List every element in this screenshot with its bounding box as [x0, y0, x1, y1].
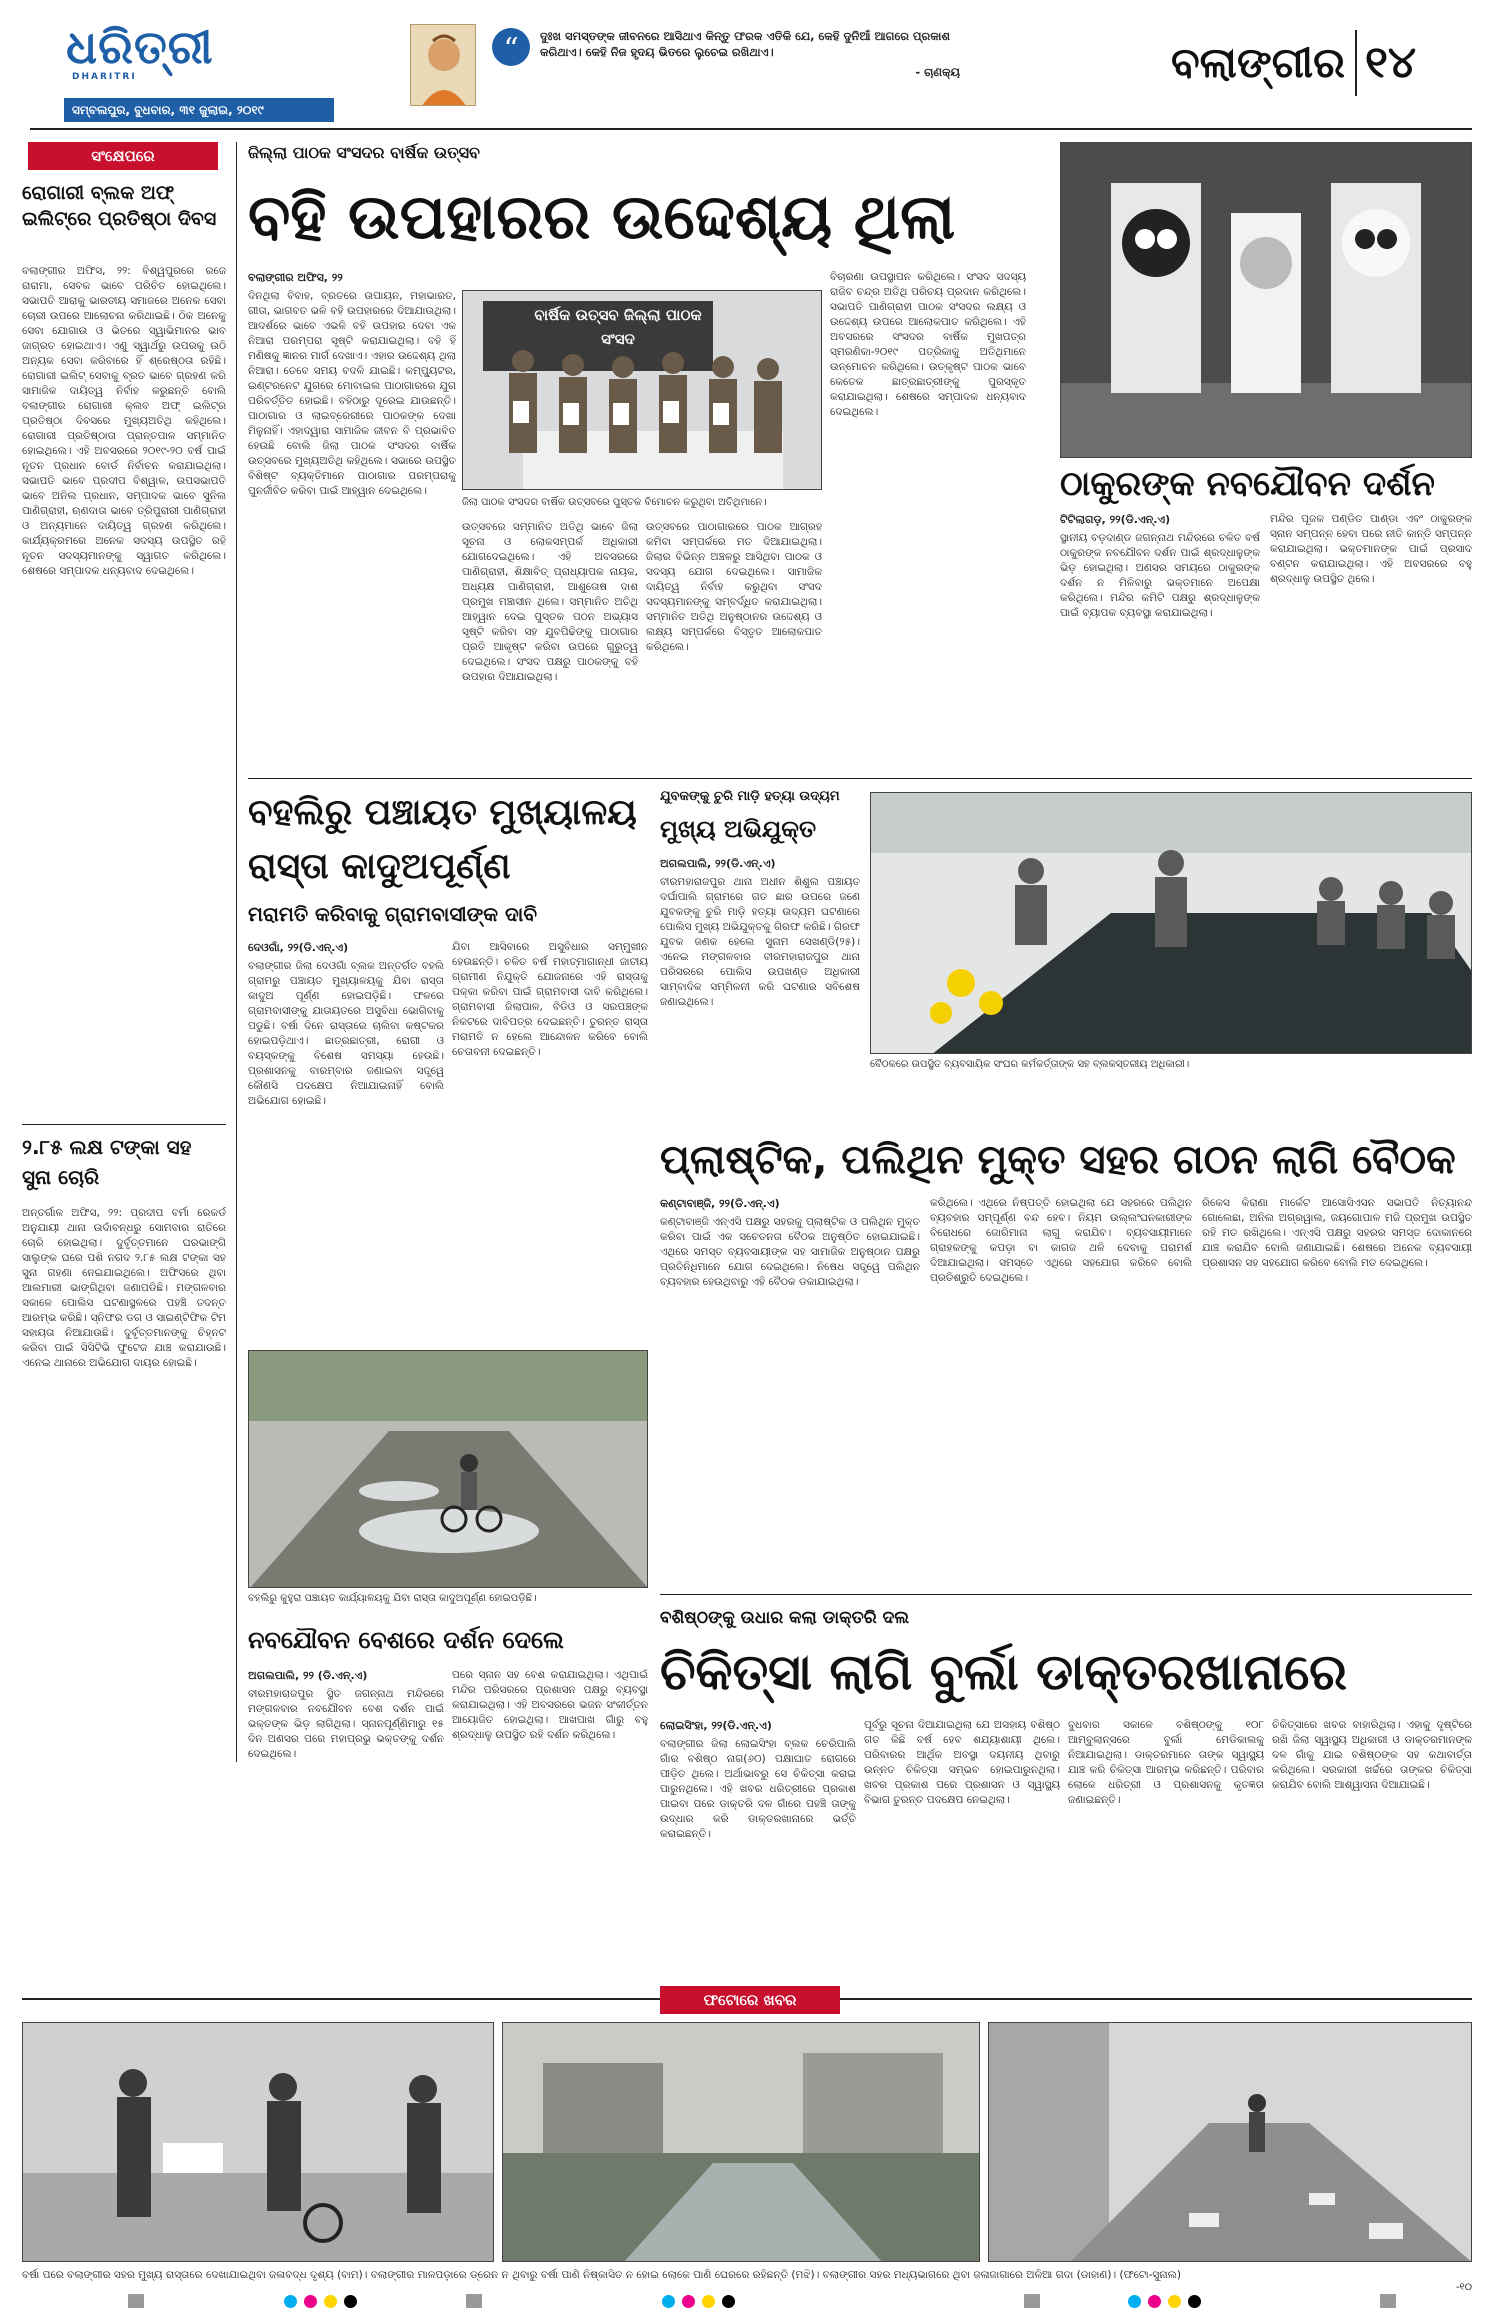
lead-photo-caption: ଜିଲା ପାଠକ ସଂସଦର ବାର୍ଷିକ ଉତ୍ସବରେ ପୁସ୍ତକ ବିମୋଚନ କରୁଥିବା ଅତିଥିମାନେ।: [462, 497, 767, 508]
meeting-photo-caption: ବୈଠକରେ ଉପସ୍ଥିତ ବ୍ୟବସାୟିକ ସଂଘର କର୍ମକର୍ତ୍ତାଙ୍କ ସହ ବ୍ଲକସ୍ତରୀୟ ଅଧିକାରୀ।: [870, 1059, 1190, 1070]
thakur-col-1: [1060, 512, 1260, 770]
hospital-col-2-text: ପୂର୍ବରୁ ସୂଚନା ଦିଆଯାଇଥିଲା ଯେ ଅସହାୟ ବଶିଷ୍ଠ ଗତ କିଛି ବର୍ଷ ହେବ ଶଯ୍ୟାଶାୟୀ ଥିଲେ। ପରିବାରର ଆର୍ଥିକ ଅବସ୍ଥା ଦୟନୀୟ ଥିବାରୁ ଉନ୍ନତ ଚିକିତ୍ସା ସମ୍ଭବ ହୋଇପାରୁନଥିଲା। ଖବର ପ୍ରକାଶ ପରେ ପ୍ରଶାସନ ଓ ସ୍ୱାସ୍ଥ୍ୟ ବିଭାଗ ତୁରନ୍ତ ପଦକ୍ଷେପ ନେଇଥିଲା।: [864, 1719, 1060, 1806]
brief-column-rule: [236, 142, 237, 1762]
dateline-bar: [64, 98, 334, 122]
arrest-byline: ଅଗଲପାଲି, ୨୨(ଡି.ଏନ୍.ଏ): [660, 857, 776, 870]
arrest-col-1-text: ବୀରମହାରାଜପୁର ଥାନା ଅଧୀନ ଶିଶୁଲ ପଞ୍ଚାୟତ ଦର୍ଘାପାଲି ଗ୍ରାମରେ ଗତ ଛାର ଉପରେ ଜଣେ ଯୁବକଙ୍କୁ ଚୁରି ମାଡ଼ି ହତ୍ୟା ଉଦ୍ୟମ ଘଟଣାରେ ପୋଲିସ ମୁଖ୍ୟ ଅଭିଯୁକ୍ତକୁ ଗିରଫ କରିଛି। ଗିରଫ ଯୁବକ ଜଣକ ହେଲେ ସୁନାମ ସେଖଣ୍ଡି(୨୫)। ଏନେଇ ମଙ୍ଗଳବାର ବୀରମହାରାଜପୁର ଥାନା ପରିସରରେ ପୋଲିସ ଉପଖଣ୍ଡ ଅଧିକାରୀ ସାମ୍ବାଦିକ ସମ୍ମିଳନୀ କରି ଘଟଣାର ସବିଶେଷ ଜଣାଇଥିଲେ।: [660, 876, 860, 1008]
mid-rule: [248, 778, 1472, 779]
registration-magenta-mark: [1148, 2295, 1161, 2308]
darshan-headline: ନବଯୌବନ ବେଶରେ ଦର୍ଶନ ଦେଲେ: [248, 1626, 564, 1654]
registration-magenta-mark: [682, 2295, 695, 2308]
brief-label: [28, 142, 218, 170]
lead-col-1: [248, 270, 456, 770]
hospital-col-4-text: ଚିକିତ୍ସାରେ ଖବର ବାହାରିଥିଲା। ଏହାକୁ ଦୃଷ୍ଟିରେ ରଖି ଜିଲା ସ୍ୱାସ୍ଥ୍ୟ ଅଧିକାରୀ ଓ ଡାକ୍ତରମାନଙ୍କ ଦଳ ଗାଁକୁ ଯାଇ ବଶିଷ୍ଠଙ୍କ ସହ କଥାବାର୍ତ୍ତା କରିଥିଲେ। ସରକାରୀ ଖର୍ଚ୍ଚରେ ତାଙ୍କର ଚିକିତ୍ସା କରାଯିବ ବୋଲି ଆଶ୍ୱାସନା ଦିଆଯାଇଛି।: [1272, 1719, 1472, 1791]
road-col-2-text: ଯିବା ଆସିବାରେ ଅସୁବିଧାର ସମ୍ମୁଖୀନ ହେଉଛନ୍ତି। ଚଳିତ ବର୍ଷ ମହାତ୍ମାଗାନ୍ଧୀ ଜାତୀୟ ଗ୍ରାମୀଣ ନିଯୁକ୍ତି ଯୋଜନାରେ ଏହି ରାସ୍ତାକୁ ପକ୍କା କରିବା ପାଇଁ ଗ୍ରାମବାସୀ ଦାବି କରିଥିଲେ। ଗ୍ରାମବାସୀ ଜିଲାପାଳ, ବିଡିଓ ଓ ସରପଞ୍ଚଙ୍କ ନିକଟରେ ଦାବିପତ୍ର ଦେଇଛନ୍ତି। ତୁରନ୍ତ ରାସ୍ତା ମରାମତି ନ ହେଲେ ଆନ୍ଦୋଳନ କରିବେ ବୋଲି ଚେତାବନୀ ଦେଇଛନ୍ତି।: [452, 941, 648, 1058]
lead-photo-banner: ବାର୍ଷିକ ଉତ୍ସବ ଜିଲ୍ଲା ପାଠକ ସଂସଦ: [534, 306, 702, 348]
lead-byline: ବଲାଙ୍ଗୀର ଅଫିସ, ୨୨: [248, 271, 343, 284]
hospital-col-3: [1068, 1718, 1264, 1980]
quote-text: [540, 28, 960, 108]
page-number: [1365, 28, 1455, 98]
lead-col-1-text: ଦିନଥିଲା ବିବାହ, ବ୍ରତରେ ଉପାୟନ, ମହାଭାରତ, ଗୀତା, ଭାଗବତ ଭଳି ବହି ଉପହାରରେ ଦିଆଯାଉଥିଲା। ଆଦର୍ଶରେ ଭାବେ ଏଭଳି ବହି ଉପହାର ଦେବା ଏକ ନିଆରା ପରମ୍ପରା ସୃଷ୍ଟି କରାଯାଇଥିଲା। ବହି ହିଁ ମଣିଷକୁ ଜ୍ଞାନର ମାର୍ଗ ଦେଖାଏ। ଏହାର ଉଦ୍ଦେଶ୍ୟ ଥିଲା ନିଆରା। ତେବେ ସମୟ ବଦଳି ଯାଇଛି। କମ୍ପ୍ୟୁଟର, ଇଣ୍ଟରନେଟ ଯୁଗରେ ମୋବାଇଲ ପାଠାଗାରରେ ଯୁଗ ପରିବର୍ତ୍ତିତ ହୋଇଛି। ବହିଠାରୁ ଦୂରେଇ ଯାଉଛନ୍ତି। ପାଠାଗାର ଓ ଲାଇବ୍ରେରୀରେ ପାଠକଙ୍କ ଦେଖା ମିଳୁନାହିଁ। ଏହାଦ୍ୱାରା ସାମାଜିକ ଜୀବନ ବି ପ୍ରଭାବିତ ହେଉଛି ବୋଲି ଜିଲା ପାଠକ ସଂସଦର ବାର୍ଷିକ ଉତ୍ସବରେ ମୁଖ୍ୟଅତିଥି କହିଥିଲେ। ସଭାରେ ଉପସ୍ଥିତ ବିଶିଷ୍ଟ ବ୍ୟକ୍ତିମାନେ ପାଠାଗାର ପରମ୍ପରାକୁ ପୁନର୍ଜୀବିତ କରିବା ପାଇଁ ଆହ୍ୱାନ ଦେଇଥିଲେ।: [248, 290, 456, 497]
registration-black-mark: [722, 2295, 735, 2308]
thakur-byline: ଟିଟିଲାଗଡ଼, ୨୨(ଡି.ଏନ୍.ଏ): [1060, 513, 1171, 526]
registration-yellow-mark: [1168, 2295, 1181, 2308]
hospital-col-1: [660, 1718, 856, 1980]
lead-headline: ବହି ଉପହାରର ଉଦ୍ଦେଶ୍ୟ ଥିଲା: [248, 180, 956, 253]
section-title: ବଲାଙ୍ଗୀର: [1171, 38, 1345, 87]
road-col-1: [248, 940, 444, 1342]
darshan-col-2: [452, 1668, 648, 1980]
hospital-col-2: [864, 1718, 1060, 1980]
road-photo: [248, 1350, 648, 1588]
photo-news-right: [988, 2022, 1472, 2262]
page-number-text: ୧୪: [1365, 37, 1417, 88]
registration-gray-mark: [1024, 2294, 1040, 2308]
photo-news-middle: [502, 2022, 980, 2262]
thakur-col-2: [1270, 512, 1472, 770]
registration-gray-mark: [1380, 2294, 1396, 2308]
meeting-col-1: [660, 1196, 920, 1588]
arrest-headline: ମୁଖ୍ୟ ଅଭିଯୁକ୍ତ: [660, 815, 817, 843]
hospital-col-1-text: ବଲାଙ୍ଗୀର ଜିଲା ଲୋଇସିଂହା ବ୍ଲକ ଚେରିପାଲି ଗାଁର ବଶିଷ୍ଠ ନାଗ(୬୦) ପକ୍ଷାଘାତ ରୋଗରେ ପୀଡ଼ିତ ଥିଲେ। ଅର୍ଥାଭାବରୁ ସେ ଚିକିତ୍ସା କରାଇ ପାରୁନଥିଲେ। ଏହି ଖବର ଧରିତ୍ରୀରେ ପ୍ରକାଶ ପାଇବା ପରେ ଡାକ୍ତରି ଦଳ ଗାଁରେ ପହଞ୍ଚି ତାଙ୍କୁ ଉଦ୍ଧାର କରି ଡାକ୍ତରଖାନାରେ ଭର୍ତ୍ତି କରାଇଛନ୍ତି।: [660, 1738, 856, 1840]
brief-body-1: [22, 264, 226, 1109]
hospital-col-4: [1272, 1718, 1472, 1980]
thakur-col-1-text: ସ୍ଥାନୀୟ ବଡ଼ଦାଣ୍ଡ ଜଗନ୍ନାଥ ମନ୍ଦିରରେ ଚଳିତ ବର୍ଷ ଠାକୁରଙ୍କ ନବଯୌବନ ଦର୍ଶନ ପାଇଁ ଶ୍ରଦ୍ଧାଳୁଙ୍କ ଭିଡ଼ ହୋଇଥିଲା। ଅଣସର ସମୟରେ ଠାକୁରଙ୍କ ଦର୍ଶନ ନ ମିଳିବାରୁ ଭକ୍ତମାନେ ଅପେକ୍ଷା କରିଥିଲେ। ମନ୍ଦିର କମିଟି ପକ୍ଷରୁ ଶ୍ରଦ୍ଧାଳୁଙ୍କ ପାଇଁ ବ୍ୟାପକ ବ୍ୟବସ୍ଥା କରାଯାଇଥିଲା।: [1060, 532, 1260, 619]
road-headline: ବହଲିରୁ ପଞ୍ଚାୟତ ମୁଖ୍ୟାଳୟ ରାସ୍ତା କାଦୁଅପୂର୍ଣ୍ଣ: [248, 792, 637, 887]
arrest-kicker: ଯୁବକଙ୍କୁ ଚୁରି ମାଡ଼ି ହତ୍ୟା ଉଦ୍ୟମ: [660, 789, 840, 804]
thakur-col-2-text: ମନ୍ଦିର ପୂଜକ ପଣ୍ଡିତ ପାଣ୍ଡା ଏବଂ ଠାକୁରଙ୍କ ସ୍ନାନ ସମ୍ପନ୍ନ ହେବା ପରେ ନୀତି କାନ୍ତି ସମ୍ପନ୍ନ କରାଯାଇଥିଲା। ଭକ୍ତମାନଙ୍କ ପାଇଁ ପ୍ରସାଦ ବଣ୍ଟନ କରାଯାଇଥିଲା। ଏହି ଅବସରରେ ବହୁ ଶ୍ରଦ୍ଧାଳୁ ଉପସ୍ଥିତ ଥିଲେ।: [1270, 513, 1472, 585]
quote-body: ଦୁଃଖ ସମସ୍ତଙ୍କ ଜୀବନରେ ଆସିଥାଏ କିନ୍ତୁ ଫରକ ଏତିକି ଯେ, କେହି ଦୁନିଆଁ ଆଗରେ ପ୍ରକାଶ କରିଥାଏ। କେହି ନିଜ ହୃଦୟ ଭିତରେ ଲୁଚେଇ ରଖିଥାଏ।: [540, 29, 950, 59]
quote-mark-icon: “: [492, 28, 530, 66]
hospital-byline: ଲୋଇସିଂହା, ୨୨(ଡି.ଏନ୍.ଏ): [660, 1719, 772, 1732]
thakur-photo: [1060, 142, 1472, 458]
lead-col-4: [830, 270, 1026, 770]
section-divider: [1355, 30, 1357, 96]
registration-cyan-mark: [1128, 2295, 1141, 2308]
page-marker: -୧୦: [1455, 2282, 1472, 2293]
registration-gray-mark: [128, 2294, 144, 2308]
registration-cyan-mark: [662, 2295, 675, 2308]
chanakya-portrait: [410, 24, 476, 106]
registration-black-mark: [344, 2295, 357, 2308]
registration-gray-mark: [466, 2294, 482, 2308]
hospital-kicker: ବଶିଷ୍ଠଙ୍କୁ ଉଧାର କଲା ଡାକ୍ତରି ଦଲ: [660, 1608, 910, 1628]
road-col-1-text: ବଲାଙ୍ଗୀର ଜିଲା ଦେଓଗାଁ ବ୍ଲକ ଅନ୍ତର୍ଗତ ବହଲି ଗ୍ରାମରୁ ପଞ୍ଚାୟତ ମୁଖ୍ୟାଳୟକୁ ଯିବା ରାସ୍ତା କାଦୁଅ ପୂର୍ଣ୍ଣ ହୋଇପଡ଼ିଛି। ଫଳରେ ଗ୍ରାମବାସୀଙ୍କୁ ଯାତାୟତରେ ଅସୁବିଧା ଭୋଗିବାକୁ ପଡୁଛି। ବର୍ଷା ଦିନେ ରାସ୍ତାରେ ଚାଲିବା କଷ୍ଟକର ହୋଇପଡ଼ିଥାଏ। ଛାତ୍ରଛାତ୍ରୀ, ରୋଗୀ ଓ ବୟସ୍କଙ୍କୁ ବିଶେଷ ସମସ୍ୟା ହେଉଛି। ପ୍ରଶାସନକୁ ବାରମ୍ବାର ଜଣାଇବା ସତ୍ତ୍ୱେ କୌଣସି ପଦକ୍ଷେପ ନିଆଯାଇନାହିଁ ବୋଲି ଅଭିଯୋଗ ହୋଇଛି।: [248, 960, 444, 1107]
masthead-logo: [66, 22, 276, 92]
meeting-col-2-text: କରିଥିଲେ। ଏଥିରେ ନିଷ୍ପତ୍ତି ହୋଇଥିଲା ଯେ ସହରରେ ପଲିଥିନ ବ୍ୟବହାର ସମ୍ପୂର୍ଣ୍ଣ ବନ୍ଦ ହେବ। ନିୟମ ଉଲ୍ଲଂଘନକାରୀଙ୍କ ବିରୋଧରେ ଜୋରିମାନା ଲାଗୁ କରାଯିବ। ବ୍ୟବସାୟୀମାନେ ଗ୍ରାହକଙ୍କୁ କପଡ଼ା ବା କାଗଜ ଥଳି ଦେବାକୁ ପରାମର୍ଶ ଦିଆଯାଇଥିଲା। ସମସ୍ତେ ଏଥିରେ ସହଯୋଗ କରିବେ ବୋଲି ପ୍ରତିଶ୍ରୁତି ଦେଇଥିଲେ।: [930, 1197, 1192, 1284]
hospital-headline: ଚିକିତ୍ସା ଲାଗି ବୁର୍ଲା ଡାକ୍ତରଖାନାରେ: [660, 1643, 1348, 1701]
lead-kicker: ଜିଲ୍ଲା ପାଠକ ସଂସଦର ବାର୍ଷିକ ଉତ୍ସବ: [248, 143, 480, 162]
meeting-photo: [870, 792, 1472, 1054]
brief-body-2: [22, 1206, 226, 1756]
registration-yellow-mark: [702, 2295, 715, 2308]
arrest-col-1: [660, 856, 860, 1126]
darshan-col-1-text: ବୀରମହାରାଜପୁର ସ୍ଥିତ ଜଗନ୍ନାଥ ମନ୍ଦିରରେ ମଙ୍ଗଳବାର ନବଯୌବନ ବେଶ ଦର୍ଶନ ପାଇଁ ଭକ୍ତଙ୍କ ଭିଡ଼ ଲାଗିଥିଲା। ସ୍ନାନପୂର୍ଣ୍ଣିମାରୁ ୧୫ ଦିନ ଅଣସର ପରେ ମହାପ୍ରଭୁ ଭକ୍ତଙ୍କୁ ଦର୍ଶନ ଦେଇଥିଲେ।: [248, 1688, 444, 1760]
darshan-byline: ଅଗଲପାଲି, ୨୨ (ଡି.ଏନ୍.ଏ): [248, 1669, 368, 1682]
meeting-byline: କଣ୍ଟାବାଞ୍ଜି, ୨୨(ଡି.ଏନ୍.ଏ): [660, 1197, 780, 1210]
road-byline: ଦେଓଗାଁ, ୨୨(ଡି.ଏନ୍.ଏ): [248, 941, 349, 954]
lead-col-2: [462, 520, 638, 770]
registration-cyan-mark: [284, 2295, 297, 2308]
brief-headline-2: ୨.୮୫ ଲକ୍ଷ ଟଙ୍କା ସହ ସୁନା ଚୋରି: [22, 1135, 192, 1189]
meeting-col-3-text: ରିକେସ କିରାଣା ମାର୍କେଟ ଆସୋସିଏସନ ସଭାପତି ନିତ୍ୟାନନ୍ଦ ଗୋଲେଛା, ଅନିଲ ଅଗ୍ରୱାଲ, ଜୟଗୋପାଳ ମଜି ପ୍ରମୁଖ ଉପସ୍ଥିତ ରହି ମତ ରଖିଥିଲେ। ଏନ୍‌ଏସି ପକ୍ଷରୁ ସହରର ସମସ୍ତ ଦୋକାନରେ ଯାଞ୍ଚ କରାଯିବ ବୋଲି ଜଣାଯାଇଛି। ଶେଷରେ ଅନେକ ବ୍ୟବସାୟୀ ପ୍ରଶାସନ ସହ ସହଯୋଗ କରିବେ ବୋଲି ମତ ଦେଇଥିଲେ।: [1202, 1197, 1472, 1269]
darshan-col-2-text: ପରେ ସ୍ନାନ ସହ ବେଶ କରାଯାଇଥିଲା। ଏଥିପାଇଁ ମନ୍ଦିର ପରିସରରେ ପ୍ରଶାସନ ପକ୍ଷରୁ ବ୍ୟବସ୍ଥା କରାଯାଇଥିଲା। ଏହି ଅବସରରେ ଭଜନ ସଂକୀର୍ତ୍ତନ ଆୟୋଜିତ ହୋଇଥିଲା। ଆଖପାଖ ଗାଁରୁ ବହୁ ଶ୍ରଦ୍ଧାଳୁ ଉପସ୍ଥିତ ରହି ଦର୍ଶନ କରିଥିଲେ।: [452, 1669, 648, 1741]
brief-body-2-text: ଅନ୍ତର୍ଗାଳ ଅଫିସ, ୨୨: ପ୍ରଦୀପ ବର୍ମା ରେକର୍ଡ ଅନୁଯାୟୀ ଥାନା ଉଦାଁବନ୍ଧରୁ ସୋମବାର ରାତିରେ ଚୋରି ହୋଇଥିଲା। ଦୁର୍ବୃତ୍ତମାନେ ଘରଭାଙ୍ଗି ସାଲୁଙ୍କ ଘରେ ପଶି ନଗଦ ୨.୮୫ ଲକ୍ଷ ଟଙ୍କା ସହ ସୁନା ଗହଣା ନେଇଯାଇଥିଲେ। ଅଫିସରେ ଥିବା ଆଲମାରୀ ଭାଙ୍ଗିଥିବା ଜଣାପଡିଛି। ମଙ୍ଗଳବାର ସକାଳେ ପୋଲିସ ଘଟଣାସ୍ଥଳରେ ପହଞ୍ଚି ତଦନ୍ତ ଆରମ୍ଭ କରିଛି। ସ୍ନିଫର ଡଗ ଓ ସାଇଣ୍ଟିଫିକ ଟିମ ସହାୟତା ନିଆଯାଉଛି। ଦୁର୍ବୃତ୍ତମାନଙ୍କୁ ଚିହ୍ନଟ କରିବା ପାଇଁ ସିସିଟିଭି ଫୁଟେଜ ଯାଞ୍ଚ କରାଯାଉଛି। ଏନେଇ ଥାନାରେ ଅଭିଯୋଗ ଦାୟର ହୋଇଛି।: [22, 1207, 226, 1369]
logo-subtext: DHARITRI: [72, 72, 137, 82]
photo-news-label-text: ଫଟୋରେ ଖବର: [703, 1991, 797, 2009]
meeting-headline: ପ୍ଲାଷ୍ଟିକ, ପଲିଥିନ ମୁକ୍ତ ସହର ଗଠନ ଲାଗି ବୈଠକ: [660, 1137, 1456, 1183]
road-subhead: ମରାମତି କରିବାକୁ ଗ୍ରାମବାସୀଙ୍କ ଦାବି: [248, 902, 538, 926]
lead-col-4-text: ବିଚାରଣା ଉପସ୍ଥାପନ କରିଥିଲେ। ସଂସଦ ସଦସ୍ୟ ରାଜିବ ଚନ୍ଦ୍ର ଅତିଥି ପରିଚୟ ପ୍ରଦାନ କରିଥିଲେ। ସଭାପତି ପାଣିଗ୍ରାହୀ ପାଠକ ସଂସଦର ଲକ୍ଷ୍ୟ ଓ ଉଦ୍ଦେଶ୍ୟ ଉପରେ ଆଲୋକପାତ କରିଥିଲେ। ଏହି ଅବସରରେ ସଂସଦର ବାର୍ଷିକ ମୁଖପତ୍ର ସ୍ମରଣିକା-୨୦୧୯ ପତ୍ରିକାକୁ ଅତିଥିମାନେ ଉନ୍ମୋଚନ କରିଥିଲେ। ଉତ୍କୃଷ୍ଟ ପାଠକ ଭାବେ କେତେକ ଛାତ୍ରଛାତ୍ରୀଙ୍କୁ ପୁରସ୍କୃତ କରାଯାଇଥିଲା। ଶେଷରେ ସମ୍ପାଦକ ଧନ୍ୟବାଦ ଦେଇଥିଲେ।: [830, 271, 1026, 418]
section-name: [1135, 28, 1345, 98]
lead-col-3-text: ଉତ୍ସବରେ ପାଠାଗାରରେ ପାଠକ ଆଗ୍ରହ କମିବା ସମ୍ପର୍କରେ ମତ ଦିଆଯାଇଥିଲା। ଜିଲାର ବିଭିନ୍ନ ଅଞ୍ଚଳରୁ ଆସିଥିବା ପାଠକ ଓ ସଦସ୍ୟ ଯୋଗ ଦେଇଥିଲେ। ସାମାଜିକ ଦାୟିତ୍ୱ ନିର୍ବାହ କରୁଥିବା ସଂସଦ ସଦସ୍ୟମାନଙ୍କୁ ସମ୍ବର୍ଦ୍ଧିତ କରାଯାଇଥିଲା। ସମ୍ମାନିତ ଅତିଥି ଅନୁଷ୍ଠାନର ଉଦ୍ଦେଶ୍ୟ ଓ ଲକ୍ଷ୍ୟ ସମ୍ପର୍କରେ ବିସ୍ତୃତ ଆଲୋକପାତ କରିଥିଲେ।: [646, 521, 822, 653]
darshan-col-1: [248, 1668, 444, 1980]
lower-rule: [660, 1594, 1472, 1595]
lead-col-3: [646, 520, 822, 770]
road-photo-caption: ବହଲିରୁ କୁହୁରା ପଞ୍ଚାୟତ କାର୍ଯ୍ୟାଳୟକୁ ଯିବା ରାସ୍ତା କାଦୁଅପୂର୍ଣ୍ଣ ହୋଇପଡ଼ିଛି।: [248, 1593, 537, 1604]
photo-news-caption: ବର୍ଷା ପରେ ବଲାଙ୍ଗୀର ସହର ମୁଖ୍ୟ ରାସ୍ତାରେ ଦେଖାଯାଇଥିବା ଜଳାବଦ୍ଧ ଦୃଶ୍ୟ (ବାମ)। ବଲାଙ୍ଗୀର ମାଳପଡ଼ାରେ ଡ୍ରେନ ନ ଥିବାରୁ ବର୍ଷା ପାଣି ନିଷ୍କାସିତ ନ ହୋଇ ଲୋକେ ପାଣି ଘେରରେ ରହିଛନ୍ତି (ମଝି)। ବଲାଙ୍ଗୀର ସହର ମଧ୍ୟଭାଗରେ ଥିବା ଜଳାଜାଗାରେ ଅଳିଆ ଗଦା (ଡାହାଣ)। (ଫଟୋ-ସୁନାଲ): [22, 2269, 1181, 2281]
thakur-headline: ଠାକୁରଙ୍କ ନବଯୌବନ ଦର୍ଶନ: [1060, 464, 1435, 504]
lead-photo: [462, 290, 822, 490]
photo-news-left: [22, 2022, 494, 2262]
meeting-col-3: [1202, 1196, 1472, 1588]
registration-yellow-mark: [324, 2295, 337, 2308]
meeting-col-1-text: କଣ୍ଟାବାଞ୍ଜି ଏନ୍‌ଏସି ପକ୍ଷରୁ ସହରକୁ ପ୍ଲାଷ୍ଟିକ ଓ ପଲିଥିନ ମୁକ୍ତ କରିବା ପାଇଁ ଏକ ସଚେତନତା ବୈଠକ ଅନୁଷ୍ଠିତ ହୋଇଯାଇଛି। ଏଥିରେ ସମସ୍ତ ବ୍ୟବସାୟୀଙ୍କ ସହ ସାମାଜିକ ଅନୁଷ୍ଠାନ ପକ୍ଷରୁ ପ୍ରତିନିଧିମାନେ ଯୋଗ ଦେଇଥିଲେ। ନିଷେଧ ସତ୍ତ୍ୱେ ପଲିଥିନ ବ୍ୟବହାର ହେଉଥିବାରୁ ଏହି ବୈଠକ ଡକାଯାଇଥିଲା।: [660, 1216, 920, 1288]
logo-text: ଧରିତ୍ରୀ: [66, 22, 214, 74]
masthead-rule: [30, 128, 1472, 130]
lead-col-2-text: ଉତ୍ସବରେ ସମ୍ମାନିତ ଅତିଥି ଭାବେ ଜିଲା ସୂଚନା ଓ ଲୋକସମ୍ପର୍କ ଅଧିକାରୀ ଯୋଗଦେଇଥିଲେ। ଏହି ଅବସରରେ ପାଣିଗ୍ରାହୀ, ଶିକ୍ଷାବିତ୍ ପ୍ରାଧ୍ୟାପକ ନାୟକ, ଅଧ୍ୟକ୍ଷ ପାଣିଗ୍ରାହୀ, ଆଶୁତୋଷ ଦାଶ ପ୍ରମୁଖ ମଞ୍ଚାସୀନ ଥିଲେ। ସମ୍ମାନିତ ଅତିଥି ଆହ୍ୱାନ ଦେଇ ପୁସ୍ତକ ପଠନ ଅଭ୍ୟାସ ସୃଷ୍ଟି କରିବା ସହ ଯୁବପିଢିଙ୍କୁ ପାଠାଗାର ପ୍ରତି ଆକୃଷ୍ଟ କରିବା ଉପରେ ଗୁରୁତ୍ୱ ଦେଇଥିଲେ। ସଂସଦ ପକ୍ଷରୁ ପାଠକଙ୍କୁ ବହି ଉପହାର ଦିଆଯାଇଥିଲା।: [462, 521, 638, 683]
dateline: ସମ୍ବଲପୁର, ବୁଧବାର, ୩୧ ଜୁଲାଇ, ୨୦୧୯: [72, 103, 264, 117]
registration-black-mark: [1188, 2295, 1201, 2308]
meeting-col-2: [930, 1196, 1192, 1588]
brief-divider: [22, 1124, 226, 1125]
brief-label-text: ସଂକ୍ଷେପରେ: [91, 147, 155, 165]
photo-news-label: [660, 1986, 840, 2014]
hospital-col-3-text: ବୁଧବାର ସକାଳେ ବଶିଷ୍ଠଙ୍କୁ ୧୦୮ ଆମ୍ବୁଲାନ୍ସରେ ବୁର୍ଲା ମେଡିକାଲକୁ ନିଆଯାଇଥିଲା। ଡାକ୍ତରମାନେ ତାଙ୍କ ସ୍ୱାସ୍ଥ୍ୟ ଯାଞ୍ଚ କରି ଚିକିତ୍ସା ଆରମ୍ଭ କରିଛନ୍ତି। ପରିବାର ଲୋକେ ଧରିତ୍ରୀ ଓ ପ୍ରଶାସନକୁ କୃତଜ୍ଞତା ଜଣାଇଛନ୍ତି।: [1068, 1719, 1264, 1806]
quote-author: - ଚାଣକ୍ୟ: [915, 65, 960, 79]
road-col-2: [452, 940, 648, 1342]
brief-body-1-text: ବଲାଙ୍ଗୀର ଅଫିସ, ୨୨: ବିଶ୍ୱପୁରରେ ରଜେ ରାରାମା, ସେବକ ଭାବେ ପରିଚିତ ହୋଇଥିଲେ। ସଭାପତି ଆରାକୁ ଭାରତୀୟ ସମାଜରେ ଅନେକ ସେବା ଚୋରୀ ଉପରେ ଆଲୋଚନା କରିଥାଇଛି। ଠିକ ଅନେକୁ ସେବା ଯୋଗାଉ ଓ ଭିତରେ ସ୍ୱାଭିମାନର ଭାବ ଜାଗ୍ରତ ହୋଇଥାଏ। ଏଣୁ ସ୍ୱାର୍ଥରୁ ଉପରକୁ ଉଠି ଅନ୍ୟକ ସେବା କରିବାରେ ହିଁ ଶ୍ରେଷ୍ଠତା ରହିଛି। ରୋଗାରୀ ଇଲିଟ୍ ସେବାକୁ ବ୍ରତ ଭାବେ ଗ୍ରହଣ କରି ସାମାଜିକ ଦାୟିତ୍ୱ ନିର୍ବାହ କରୁଛନ୍ତି ବୋଲି ବଲାଙ୍ଗୀର ରୋଗାରୀ କ୍ଲବ ଅଫ୍‌ ଇଲିଟ୍ର ପ୍ରତିଷ୍ଠା ଦିବସରେ ମୁଖ୍ୟଅତିଥି କହିଥିଲେ। ରୋଗାରୀ ପ୍ରତିଷ୍ଠାତା ପ୍ରାନ୍ତପାଳ ସମ୍ମାନିତ ହୋଇଥିଲେ। ଏହି ଅବସରରେ ୨୦୧୯-୨୦ ବର୍ଷ ପାଇଁ ନୂତନ ପ୍ରଧାନ ବୋର୍ଡ ନିର୍ବାଚନ କରାଯାଇଥିଲା। ସଭାପତି ଭାବେ ପ୍ରଦୀପ ବିଶ୍ୱାଳ, ଉପସଭାପତି ଭାବେ ଅନିଲ ପ୍ରଧାନ, ସମ୍ପାଦକ ଭାବେ ସୁନିଲ ପାଣିଗ୍ରାହୀ, ଋଣଦାତା ଭାବେ ତ୍ରିପୁରାରୀ ପାଣିଗ୍ରାହୀ ଓ ଅନ୍ୟମାନେ ଦାୟିତ୍ୱ ଗ୍ରହଣ କରିଥିଲେ। କାର୍ଯ୍ୟକ୍ରମରେ ଅନେକ ସଦସ୍ୟ ଉପସ୍ଥିତ ରହି ନୂତନ ସଦସ୍ୟମାନଙ୍କୁ ସ୍ୱାଗତ କରିଥିଲେ। ଶେଷରେ ସମ୍ପାଦକ ଧନ୍ୟବାଦ ଦେଇଥିଲେ।: [22, 265, 226, 577]
brief-headline-1: ରୋଗାରୀ ବ୍ଲକ ଅଫ୍‌ ଇଲିଟ୍ରେ ପ୍ରତିଷ୍ଠା ଦିବସ: [22, 182, 217, 230]
registration-magenta-mark: [304, 2295, 317, 2308]
